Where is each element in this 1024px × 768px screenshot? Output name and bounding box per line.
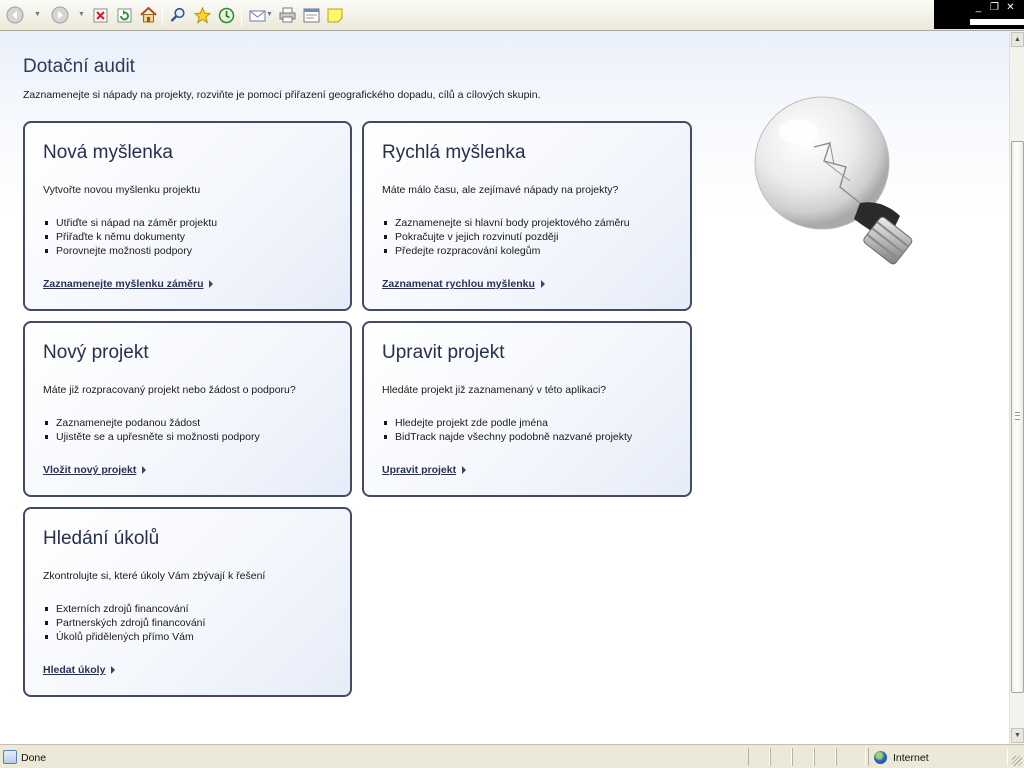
scroll-thumb[interactable] [1011, 141, 1024, 693]
favorites-icon[interactable] [193, 6, 211, 24]
page-title: Dotační audit [23, 56, 135, 77]
page-description: Zaznamenejte si nápady na projekty, rozviňte je pomocí přiřazení geografického dopadu, cílů a cílových skupin. [23, 89, 541, 101]
mail-dropdown-icon[interactable]: ▼ [266, 11, 273, 18]
card-subtitle: Hledáte projekt již zaznamenaný v této aplikaci? [382, 384, 607, 396]
search-icon[interactable] [169, 6, 187, 24]
list-item: Partnerských zdrojů financování [43, 616, 205, 630]
insert-new-project-link[interactable] [43, 464, 146, 476]
resize-grip-icon[interactable] [1012, 756, 1022, 766]
arrow-right-icon [209, 280, 213, 288]
card-title: Upravit projekt [382, 342, 505, 363]
edit-icon[interactable] [302, 6, 320, 24]
card-new-idea [23, 121, 352, 311]
list-item: Předejte rozpracování kolegům [382, 244, 630, 258]
status-panel [814, 748, 836, 766]
list-item: Úkolů přidělených přímo Vám [43, 630, 205, 644]
card-subtitle: Máte již rozpracovaný projekt nebo žádost o podporu? [43, 384, 296, 396]
link-label[interactable]: Vložit nový projekt [43, 464, 137, 476]
link-label[interactable]: Upravit projekt [382, 464, 457, 476]
list-item: Utřiďte si nápad na záměr projektu [43, 216, 217, 230]
browser-toolbar [0, 0, 1024, 31]
link-label[interactable]: Zaznamenat rychlou myšlenku [382, 278, 535, 290]
grip-icon [1015, 412, 1020, 420]
card-bullets [382, 416, 632, 444]
list-item: Zaznamenejte podanou žádost [43, 416, 260, 430]
search-tasks-link[interactable] [43, 664, 115, 676]
security-zone: Internet [893, 752, 929, 764]
page-content [0, 31, 1009, 744]
list-item: BidTrack najde všechny podobně nazvané projekty [382, 430, 632, 444]
link-label[interactable]: Hledat úkoly [43, 664, 106, 676]
list-item: Pokračujte v jejich rozvinutí později [382, 230, 630, 244]
globe-icon [874, 751, 887, 764]
card-subtitle: Zkontrolujte si, které úkoly Vám zbývají k řešení [43, 570, 266, 582]
card-bullets [382, 216, 630, 258]
status-panel [792, 748, 814, 766]
card-new-project [23, 321, 352, 497]
vertical-scrollbar[interactable] [1009, 31, 1024, 744]
minimize-icon[interactable]: _ [975, 2, 982, 13]
close-icon[interactable]: ✕ [1006, 2, 1015, 13]
history-icon[interactable] [217, 6, 235, 24]
record-quick-idea-link[interactable] [382, 278, 545, 290]
card-title: Hledání úkolů [43, 528, 160, 549]
card-title: Nový projekt [43, 342, 149, 363]
list-item: Zaznamenejte si hlavní body projektového záměru [382, 216, 630, 230]
status-bar [0, 744, 1024, 768]
print-icon[interactable] [278, 6, 296, 24]
scroll-up-icon[interactable]: ▲ [1011, 32, 1024, 47]
arrow-right-icon [111, 666, 115, 674]
list-item: Přiřaďte k němu dokumenty [43, 230, 217, 244]
stop-icon[interactable] [91, 6, 109, 24]
edit-project-link[interactable] [382, 464, 466, 476]
record-idea-link[interactable] [43, 278, 213, 290]
card-subtitle: Vytvořte novou myšlenku projektu [43, 184, 201, 196]
list-item: Externích zdrojů financování [43, 602, 205, 616]
home-icon[interactable] [139, 6, 157, 24]
back-dropdown-icon[interactable]: ▼ [34, 11, 41, 18]
forward-dropdown-icon[interactable]: ▼ [78, 11, 85, 18]
status-panel [836, 748, 866, 766]
card-quick-idea [362, 121, 692, 311]
card-title: Nová myšlenka [43, 142, 173, 163]
forward-icon[interactable] [51, 6, 69, 24]
restore-icon[interactable]: ❐ [990, 2, 999, 13]
refresh-icon[interactable] [115, 6, 133, 24]
arrow-right-icon [142, 466, 146, 474]
card-bullets [43, 216, 217, 258]
list-item: Ujistěte se a upřesněte si možnosti podpory [43, 430, 260, 444]
page-icon [3, 750, 17, 764]
arrow-right-icon [462, 466, 466, 474]
status-text: Done [21, 752, 47, 764]
card-subtitle: Máte málo času, ale zejímavé nápady na projekty? [382, 184, 619, 196]
card-title: Rychlá myšlenka [382, 142, 526, 163]
window-title-strip [934, 0, 1024, 29]
card-task-search [23, 507, 352, 697]
back-icon[interactable] [6, 6, 24, 24]
arrow-right-icon [541, 280, 545, 288]
list-item: Porovnejte možnosti podpory [43, 244, 217, 258]
card-bullets [43, 602, 205, 644]
card-bullets [43, 416, 260, 444]
mail-icon[interactable] [248, 6, 266, 24]
discuss-icon[interactable] [326, 6, 344, 24]
title-bar-field [970, 19, 1024, 25]
list-item: Hledejte projekt zde podle jména [382, 416, 632, 430]
status-panel [748, 748, 770, 766]
lightbulb-icon [750, 91, 930, 271]
link-label[interactable]: Zaznamenejte myšlenku záměru [43, 278, 204, 290]
status-panel [770, 748, 792, 766]
scroll-down-icon[interactable]: ▼ [1011, 728, 1024, 743]
card-edit-project [362, 321, 692, 497]
zone-panel [868, 748, 1008, 766]
